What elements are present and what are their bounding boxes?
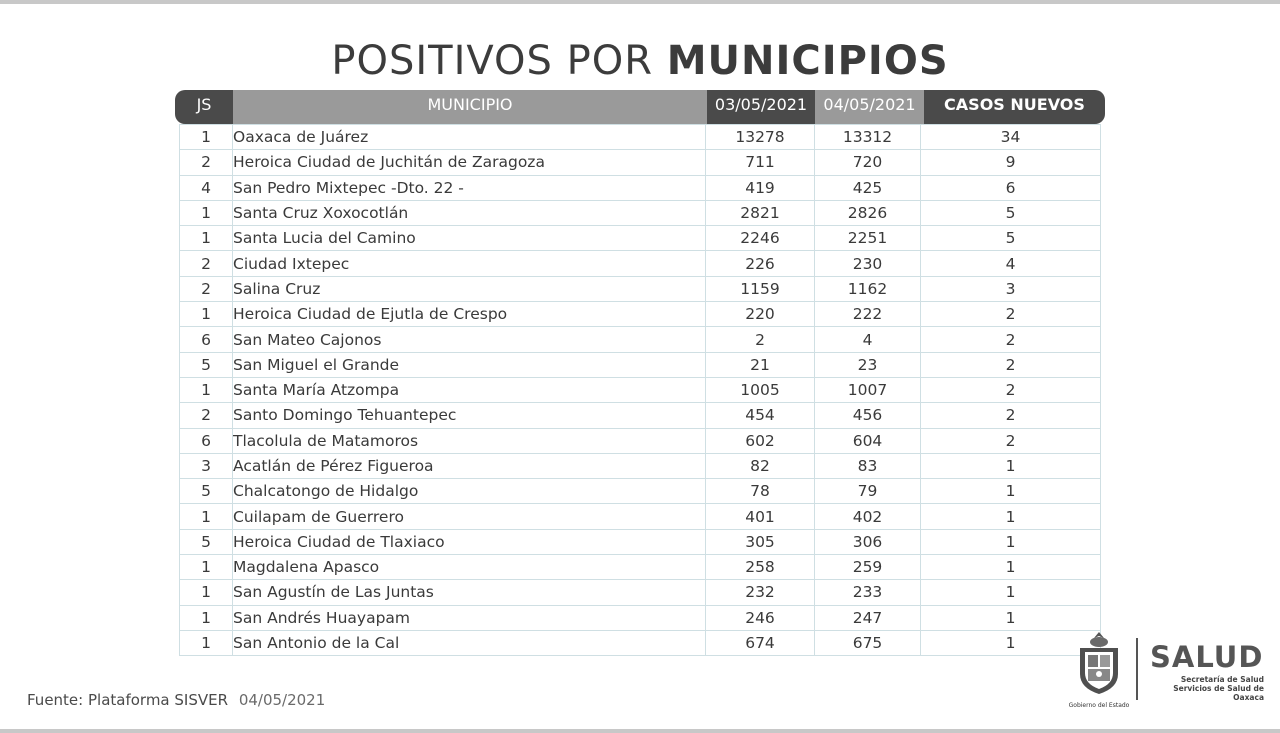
- cell-date-2: 1162: [815, 276, 921, 301]
- cell-js: 6: [180, 428, 233, 453]
- salud-subtitle: [1144, 675, 1264, 702]
- table-row: [180, 327, 1101, 352]
- table-row: [180, 453, 1101, 478]
- cell-date-1: 226: [706, 251, 815, 276]
- cell-date-2: 306: [815, 529, 921, 554]
- cell-js: 2: [180, 403, 233, 428]
- cell-date-1: 305: [706, 529, 815, 554]
- table-row: [180, 200, 1101, 225]
- header-casos-nuevos: CASOS NUEVOS: [924, 90, 1105, 124]
- table-row: [180, 276, 1101, 301]
- cell-casos-nuevos: 2: [921, 403, 1101, 428]
- cell-date-2: 233: [815, 580, 921, 605]
- cell-date-2: 83: [815, 453, 921, 478]
- cell-municipio: Heroica Ciudad de Ejutla de Crespo: [233, 302, 706, 327]
- cell-js: 2: [180, 150, 233, 175]
- cell-municipio: San Agustín de Las Juntas: [233, 580, 706, 605]
- cell-date-1: 258: [706, 555, 815, 580]
- cell-date-1: 419: [706, 175, 815, 200]
- cell-date-2: 23: [815, 352, 921, 377]
- cell-date-2: 79: [815, 479, 921, 504]
- cell-casos-nuevos: 2: [921, 327, 1101, 352]
- cell-js: 1: [180, 125, 233, 150]
- cell-casos-nuevos: 1: [921, 580, 1101, 605]
- cell-municipio: San Antonio de la Cal: [233, 630, 706, 655]
- cell-js: 1: [180, 377, 233, 402]
- cell-js: 5: [180, 352, 233, 377]
- cell-date-1: 13278: [706, 125, 815, 150]
- cell-municipio: Cuilapam de Guerrero: [233, 504, 706, 529]
- table-row: [180, 251, 1101, 276]
- header-date-1: 03/05/2021: [707, 90, 815, 124]
- cell-municipio: Oaxaca de Juárez: [233, 125, 706, 150]
- cell-date-1: 246: [706, 605, 815, 630]
- cell-municipio: Heroica Ciudad de Tlaxiaco: [233, 529, 706, 554]
- table-row: [180, 479, 1101, 504]
- cell-date-2: 604: [815, 428, 921, 453]
- cell-municipio: Salina Cruz: [233, 276, 706, 301]
- cell-casos-nuevos: 9: [921, 150, 1101, 175]
- cell-municipio: San Miguel el Grande: [233, 352, 706, 377]
- cell-municipio: Chalcatongo de Hidalgo: [233, 479, 706, 504]
- cell-date-1: 2: [706, 327, 815, 352]
- cell-date-2: 13312: [815, 125, 921, 150]
- cell-date-1: 401: [706, 504, 815, 529]
- logo-divider: [1136, 638, 1138, 700]
- cell-date-2: 2826: [815, 200, 921, 225]
- cell-date-2: 230: [815, 251, 921, 276]
- header-municipio: MUNICIPIO: [233, 90, 707, 124]
- table-row: [180, 529, 1101, 554]
- title-light: POSITIVOS POR: [331, 38, 654, 84]
- cell-date-1: 21: [706, 352, 815, 377]
- cell-date-1: 2821: [706, 200, 815, 225]
- cell-js: 1: [180, 630, 233, 655]
- cell-casos-nuevos: 1: [921, 630, 1101, 655]
- cell-casos-nuevos: 2: [921, 352, 1101, 377]
- cell-casos-nuevos: 1: [921, 529, 1101, 554]
- cell-casos-nuevos: 5: [921, 226, 1101, 251]
- cell-js: 1: [180, 504, 233, 529]
- cell-date-2: 1007: [815, 377, 921, 402]
- table-row: [180, 555, 1101, 580]
- salud-subtitle-line2: Servicios de Salud de Oaxaca: [1173, 684, 1264, 702]
- oaxaca-emblem-icon: [1074, 630, 1124, 696]
- cell-municipio: Santa María Atzompa: [233, 377, 706, 402]
- page-title: [0, 36, 1280, 86]
- cell-js: 1: [180, 200, 233, 225]
- salud-logo: [1066, 626, 1266, 716]
- cell-municipio: San Andrés Huayapam: [233, 605, 706, 630]
- cell-municipio: Ciudad Ixtepec: [233, 251, 706, 276]
- cell-date-1: 602: [706, 428, 815, 453]
- cell-js: 1: [180, 302, 233, 327]
- header-date-2: 04/05/2021: [815, 90, 924, 124]
- cell-municipio: Santo Domingo Tehuantepec: [233, 403, 706, 428]
- salud-subtitle-line1: Secretaría de Salud: [1180, 675, 1264, 684]
- table-row: [180, 377, 1101, 402]
- cell-js: 4: [180, 175, 233, 200]
- cell-date-2: 402: [815, 504, 921, 529]
- cell-js: 6: [180, 327, 233, 352]
- cell-date-2: 4: [815, 327, 921, 352]
- cell-casos-nuevos: 6: [921, 175, 1101, 200]
- table-row: [180, 428, 1101, 453]
- cell-js: 3: [180, 453, 233, 478]
- bottom-border: [0, 729, 1280, 733]
- source-note: [27, 691, 325, 709]
- table-row: [180, 580, 1101, 605]
- cell-js: 1: [180, 555, 233, 580]
- cell-municipio: San Mateo Cajonos: [233, 327, 706, 352]
- cell-municipio: Magdalena Apasco: [233, 555, 706, 580]
- cell-js: 2: [180, 276, 233, 301]
- top-border: [0, 0, 1280, 4]
- cell-municipio: Tlacolula de Matamoros: [233, 428, 706, 453]
- title-bold: MUNICIPIOS: [666, 38, 949, 84]
- cell-date-2: 456: [815, 403, 921, 428]
- cell-casos-nuevos: 1: [921, 479, 1101, 504]
- header-js: JS: [175, 90, 233, 124]
- cell-date-2: 222: [815, 302, 921, 327]
- gobierno-label: Gobierno del Estado: [1068, 702, 1130, 709]
- table-row: [180, 125, 1101, 150]
- cell-date-1: 220: [706, 302, 815, 327]
- cell-municipio: Santa Cruz Xoxocotlán: [233, 200, 706, 225]
- cell-date-1: 232: [706, 580, 815, 605]
- cell-municipio: Acatlán de Pérez Figueroa: [233, 453, 706, 478]
- table-row: [180, 302, 1101, 327]
- cell-date-2: 259: [815, 555, 921, 580]
- cell-date-1: 674: [706, 630, 815, 655]
- cell-casos-nuevos: 2: [921, 302, 1101, 327]
- table-row: [180, 504, 1101, 529]
- municipios-table: [179, 124, 1101, 656]
- cell-date-1: 78: [706, 479, 815, 504]
- cell-date-2: 675: [815, 630, 921, 655]
- table-row: [180, 352, 1101, 377]
- cell-date-1: 2246: [706, 226, 815, 251]
- cell-casos-nuevos: 1: [921, 453, 1101, 478]
- cell-casos-nuevos: 34: [921, 125, 1101, 150]
- table-row: [180, 403, 1101, 428]
- cell-casos-nuevos: 2: [921, 377, 1101, 402]
- cell-casos-nuevos: 5: [921, 200, 1101, 225]
- cell-js: 1: [180, 580, 233, 605]
- cell-date-1: 1005: [706, 377, 815, 402]
- cell-date-2: 2251: [815, 226, 921, 251]
- salud-word: SALUD: [1150, 640, 1264, 674]
- cell-date-1: 454: [706, 403, 815, 428]
- cell-js: 5: [180, 529, 233, 554]
- cell-js: 2: [180, 251, 233, 276]
- table-row: [180, 175, 1101, 200]
- cell-casos-nuevos: 1: [921, 605, 1101, 630]
- table-row: [180, 226, 1101, 251]
- cell-date-2: 247: [815, 605, 921, 630]
- cell-date-2: 720: [815, 150, 921, 175]
- cell-municipio: Santa Lucia del Camino: [233, 226, 706, 251]
- cell-municipio: San Pedro Mixtepec -Dto. 22 -: [233, 175, 706, 200]
- source-label: Fuente: Plataforma SISVER: [27, 691, 229, 709]
- cell-municipio: Heroica Ciudad de Juchitán de Zaragoza: [233, 150, 706, 175]
- cell-js: 1: [180, 605, 233, 630]
- table-row: [180, 605, 1101, 630]
- table-row: [180, 150, 1101, 175]
- cell-js: 5: [180, 479, 233, 504]
- cell-date-2: 425: [815, 175, 921, 200]
- table-row: [180, 630, 1101, 655]
- cell-casos-nuevos: 1: [921, 504, 1101, 529]
- source-date: 04/05/2021: [238, 691, 326, 709]
- cell-casos-nuevos: 2: [921, 428, 1101, 453]
- cell-date-1: 1159: [706, 276, 815, 301]
- cell-casos-nuevos: 3: [921, 276, 1101, 301]
- cell-date-1: 82: [706, 453, 815, 478]
- cell-date-1: 711: [706, 150, 815, 175]
- cell-casos-nuevos: 1: [921, 555, 1101, 580]
- cell-casos-nuevos: 4: [921, 251, 1101, 276]
- cell-js: 1: [180, 226, 233, 251]
